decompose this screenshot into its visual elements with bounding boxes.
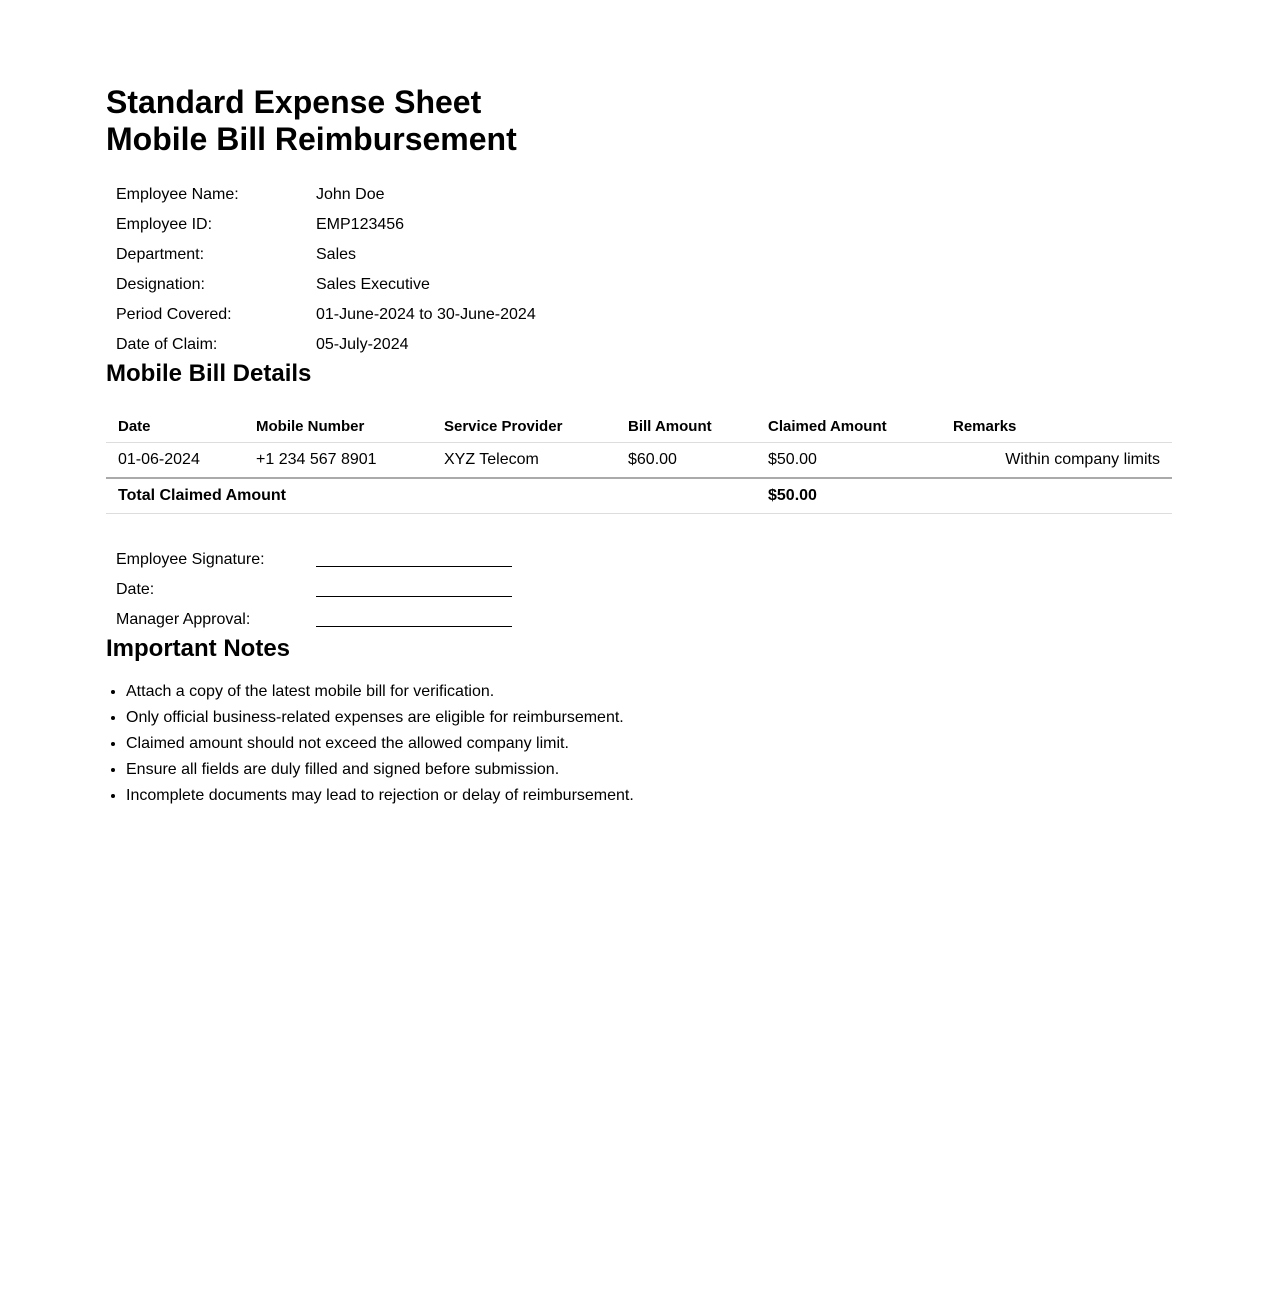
period-covered-row xyxy=(116,300,536,330)
title-line-1: Standard Expense Sheet xyxy=(106,84,482,120)
page-title xyxy=(106,84,1172,158)
bill-details-heading: Mobile Bill Details xyxy=(106,360,312,387)
field-label: Department: xyxy=(116,246,205,263)
signature-date-line[interactable] xyxy=(316,582,512,597)
cell-service-provider: XYZ Telecom xyxy=(432,443,616,479)
column-header-mobile-number: Mobile Number xyxy=(244,410,432,443)
expense-sheet-document xyxy=(106,84,1172,809)
employee-signature-row xyxy=(116,545,512,575)
column-header-remarks: Remarks xyxy=(941,410,1172,443)
field-value: John Doe xyxy=(316,186,385,203)
signature-label: Manager Approval: xyxy=(116,611,251,628)
field-value: EMP123456 xyxy=(316,216,405,233)
signature-field-cell xyxy=(316,545,512,575)
cell-date: 01-06-2024 xyxy=(106,443,244,479)
signature-label: Date: xyxy=(116,581,155,598)
employee-id-row xyxy=(116,210,536,240)
bill-details-table xyxy=(106,410,1172,514)
signature-field-cell xyxy=(316,575,512,605)
designation-row xyxy=(116,270,536,300)
cell-mobile-number: +1 234 567 8901 xyxy=(244,443,432,479)
field-value: 05-July-2024 xyxy=(316,336,409,353)
signature-label: Employee Signature: xyxy=(116,551,265,568)
field-value: Sales xyxy=(316,246,357,263)
date-of-claim-row xyxy=(116,330,536,360)
employee-info-table xyxy=(116,180,536,360)
manager-approval-row xyxy=(116,605,512,635)
column-header-date: Date xyxy=(106,410,244,443)
table-row xyxy=(106,443,1172,479)
field-label: Date of Claim: xyxy=(116,336,218,353)
signature-date-row xyxy=(116,575,512,605)
field-label: Period Covered: xyxy=(116,306,232,323)
column-header-claimed-amount: Claimed Amount xyxy=(756,410,941,443)
notes-list xyxy=(106,679,1172,809)
field-value: 01-June-2024 to 30-June-2024 xyxy=(316,306,536,323)
total-value: $50.00 xyxy=(756,478,941,514)
notes-heading: Important Notes xyxy=(106,635,291,662)
column-header-service-provider: Service Provider xyxy=(432,410,616,443)
table-header-row xyxy=(106,410,1172,443)
field-label: Designation: xyxy=(116,276,205,293)
list-item: • Only official business-related expenses are eligible for reimbursement. xyxy=(126,705,1172,731)
employee-signature-line[interactable] xyxy=(316,552,512,567)
signature-field-cell xyxy=(316,605,512,635)
field-label: Employee ID: xyxy=(116,216,213,233)
column-header-bill-amount: Bill Amount xyxy=(616,410,756,443)
employee-name-row xyxy=(116,180,536,210)
list-item: • Attach a copy of the latest mobile bill for verification. xyxy=(126,679,1172,705)
total-row xyxy=(106,478,1172,514)
list-item: • Incomplete documents may lead to rejection or delay of reimbursement. xyxy=(126,783,1172,809)
list-item: • Ensure all fields are duly filled and signed before submission. xyxy=(126,757,1172,783)
signature-table xyxy=(116,545,512,635)
total-label: Total Claimed Amount xyxy=(106,478,756,514)
total-empty-cell xyxy=(941,478,1172,514)
list-item: • Claimed amount should not exceed the allowed company limit. xyxy=(126,731,1172,757)
field-label: Employee Name: xyxy=(116,186,239,203)
cell-bill-amount: $60.00 xyxy=(616,443,756,479)
field-value: Sales Executive xyxy=(316,276,430,293)
department-row xyxy=(116,240,536,270)
cell-remarks: Within company limits xyxy=(941,443,1172,479)
cell-claimed-amount: $50.00 xyxy=(756,443,941,479)
manager-approval-line[interactable] xyxy=(316,612,512,627)
title-line-2: Mobile Bill Reimbursement xyxy=(106,121,517,157)
